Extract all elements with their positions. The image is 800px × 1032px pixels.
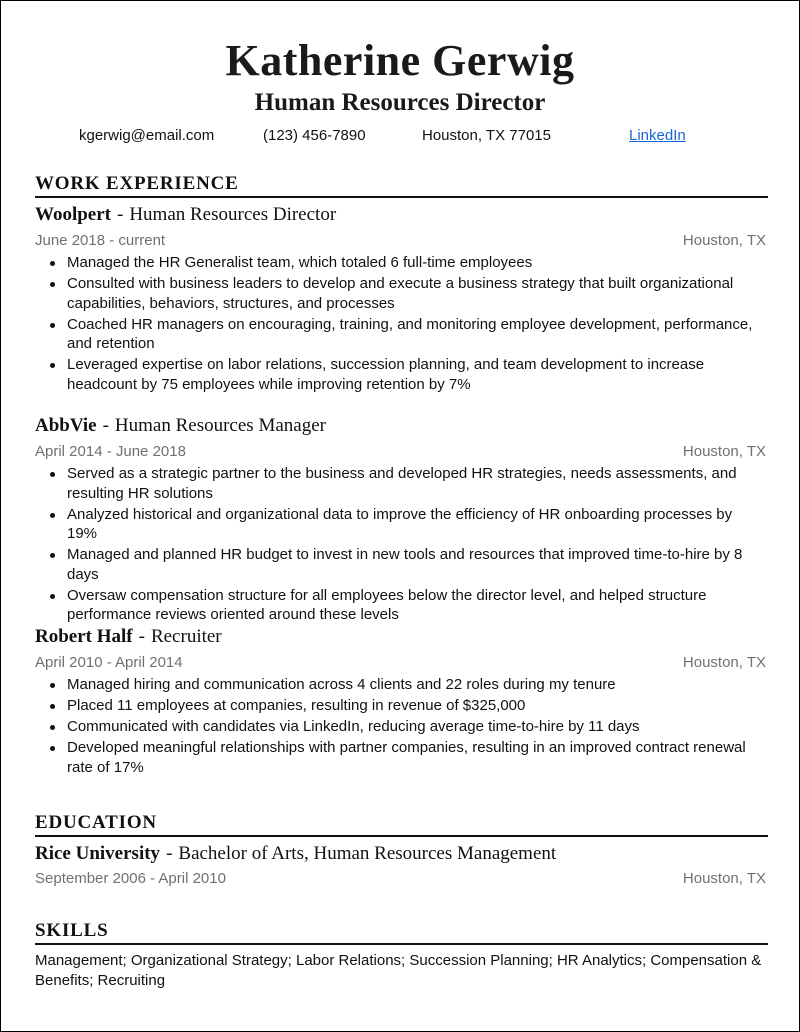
- job-bullet: Served as a strategic partner to the business and developed HR strategies, needs assessments, and resulting HR solutions: [35, 464, 755, 503]
- job-heading: [35, 625, 222, 649]
- job-location: Houston, TX: [682, 654, 766, 671]
- job-bullet: Consulted with business leaders to develop and execute a business strategy that built organizational capabilities, behaviors, structures, and processes: [35, 274, 755, 313]
- job-bullet: Managed the HR Generalist team, which totaled 6 full-time employees: [35, 253, 755, 273]
- job-bullet: Developed meaningful relationships with partner companies, resulting in an improved contract renewal rate of 17%: [35, 738, 755, 777]
- contact-location: Houston, TX 77015: [422, 127, 551, 144]
- job-dates: April 2014 - June 2018: [35, 443, 186, 460]
- linkedin-link[interactable]: LinkedIn: [629, 127, 686, 144]
- candidate-name: Katherine Gerwig: [225, 36, 575, 85]
- job-location: Houston, TX: [682, 232, 766, 249]
- job-company: AbbVie: [35, 415, 97, 436]
- education-heading: [35, 842, 556, 866]
- job-separator: -: [138, 626, 145, 647]
- job-bullet: Placed 11 employees at companies, resulting in revenue of $325,000: [35, 696, 755, 716]
- section-title-skills: SKILLS: [35, 920, 109, 941]
- job-dates: April 2010 - April 2014: [35, 654, 183, 671]
- section-title-education: EDUCATION: [35, 812, 157, 833]
- job-bullet-list: [35, 464, 755, 626]
- skills-list: Management; Organizational Strategy; Labor Relations; Succession Planning; HR Analytics; Compensation & Benefits; Recruiting: [35, 952, 762, 989]
- job-location: Houston, TX: [682, 443, 766, 460]
- education-school: Rice University: [35, 843, 161, 864]
- job-role: Human Resources Director: [129, 204, 337, 225]
- education-location: Houston, TX: [682, 870, 766, 887]
- education-separator: -: [166, 843, 173, 864]
- job-bullet: Leveraged expertise on labor relations, succession planning, and team development to increase headcount by 75 employees while improving retention by 7%: [35, 355, 755, 394]
- contact-phone: (123) 456-7890: [263, 127, 366, 144]
- job-bullet: Communicated with candidates via LinkedIn, reducing average time-to-hire by 11 days: [35, 717, 755, 737]
- job-bullet-list: [35, 675, 755, 779]
- job-bullet-list: [35, 253, 755, 396]
- job-role: Human Resources Manager: [114, 415, 326, 436]
- section-divider: [35, 943, 768, 945]
- contact-email: kgerwig@email.com: [79, 127, 215, 144]
- job-role: Recruiter: [150, 626, 222, 647]
- job-heading: [35, 203, 336, 227]
- education-dates: September 2006 - April 2010: [35, 870, 226, 887]
- job-bullet: Analyzed historical and organizational data to improve the efficiency of HR onboarding processes by 19%: [35, 505, 755, 544]
- job-bullet: Managed and planned HR budget to invest in new tools and resources that improved time-to-hire by 8 days: [35, 545, 755, 584]
- job-dates: June 2018 - current: [35, 232, 166, 249]
- job-bullet: Managed hiring and communication across 4 clients and 22 roles during my tenure: [35, 675, 755, 695]
- job-bullet: Oversaw compensation structure for all employees below the director level, and helped structure performance reviews oriented around these levels: [35, 586, 755, 625]
- section-title-work-experience: WORK EXPERIENCE: [35, 173, 239, 194]
- candidate-title: Human Resources Director: [254, 89, 546, 116]
- section-divider: [35, 196, 768, 198]
- job-separator: -: [117, 204, 124, 225]
- job-heading: [35, 414, 326, 438]
- education-degree: Bachelor of Arts, Human Resources Management: [178, 843, 557, 864]
- job-separator: -: [102, 415, 109, 436]
- job-company: Woolpert: [35, 204, 111, 225]
- job-bullet: Coached HR managers on encouraging, training, and monitoring employee development, performance, and retention: [35, 315, 755, 354]
- section-divider: [35, 835, 768, 837]
- job-company: Robert Half: [35, 626, 133, 647]
